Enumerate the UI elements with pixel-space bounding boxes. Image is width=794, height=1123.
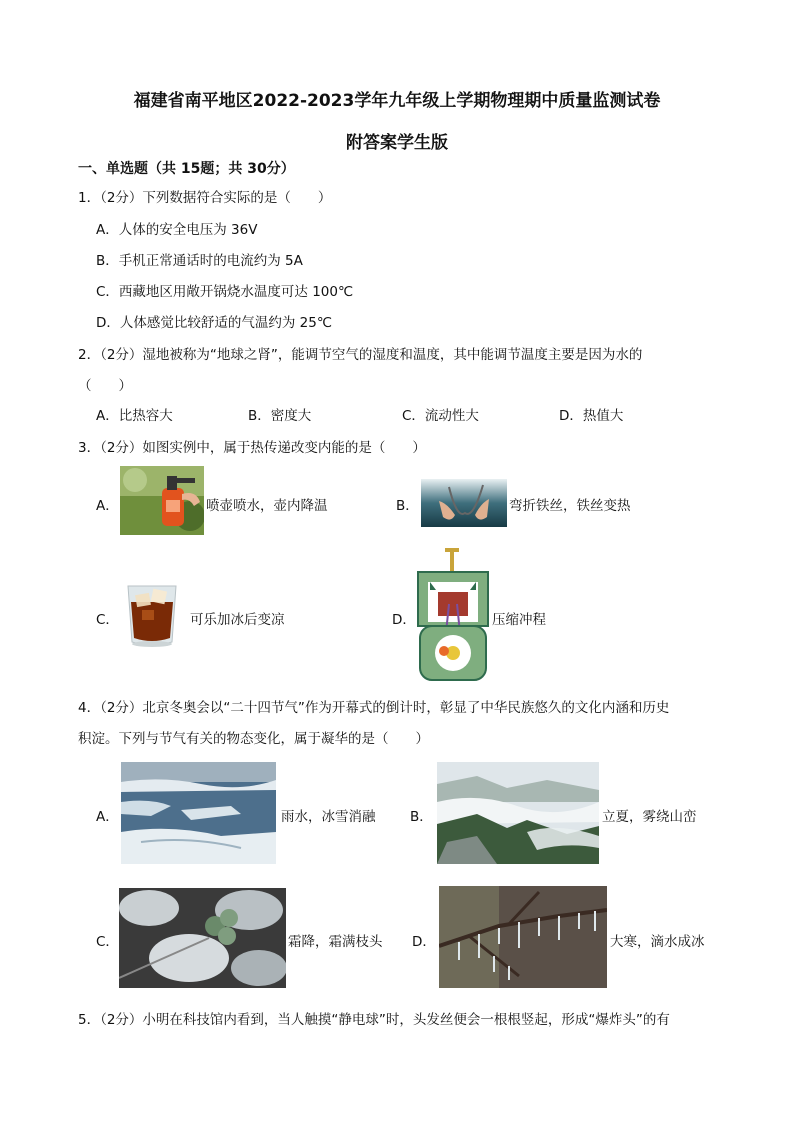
question-4-option-a-label: A． [96, 809, 119, 825]
question-3-option-c-label: C． [96, 612, 119, 628]
question-4-option-c-caption: 霜降，霜满枝头 [288, 934, 383, 950]
question-1-option-d: D．人体感觉比较舒适的气温约为 25℃ [96, 315, 333, 331]
question-4-stem-cont: 积淀。下列与节气有关的物态变化，属于凝华的是（ ） [78, 731, 429, 747]
question-3-option-a-label: A． [96, 498, 119, 514]
question-4-option-d-label: D． [412, 934, 436, 950]
question-3-option-a-caption: 喷壶喷水，壶内降温 [206, 498, 328, 514]
question-3-option-c-caption: 可乐加冰后变凉 [190, 612, 285, 628]
icicle-branches-image [439, 886, 607, 988]
page-title: 福建省南平地区2022-2023学年九年级上学期物理期中质量监测试卷 [133, 91, 661, 111]
question-5-stem: 5．（2分）小明在科技馆内看到，当人触摸“静电球”时，头发丝便会一根根竖起，形成“爆炸头”的有 [78, 1012, 670, 1028]
question-3-option-d-caption: 压缩冲程 [492, 612, 546, 628]
question-4-option-b-caption: 立夏，雾绕山峦 [602, 809, 697, 825]
question-4-stem: 4．（2分）北京冬奥会以“二十四节气”作为开幕式的倒计时，彰显了中华民族悠久的文化内涵和历史 [78, 700, 670, 716]
question-4-option-a-caption: 雨水，冰雪消融 [281, 809, 376, 825]
question-3-option-d-label: D． [392, 612, 416, 628]
question-3-option-b-label: B． [396, 498, 419, 514]
question-1-option-c: C．西藏地区用敞开锅烧水温度可达 100℃ [96, 284, 354, 300]
question-2-stem: 2．（2分）湿地被称为“地球之肾”，能调节空气的湿度和温度，其中能调节温度主要是因为水的 [78, 347, 643, 363]
question-1-stem: 1．（2分）下列数据符合实际的是（ ） [78, 190, 332, 206]
engine-compression-stroke-image [416, 548, 490, 682]
question-3-option-b-caption: 弯折铁丝，铁丝变热 [509, 498, 631, 514]
question-2-option-a: A．比热容大 [96, 408, 173, 424]
melting-ice-image [121, 762, 276, 864]
question-4-option-b-label: B． [410, 809, 433, 825]
question-4-option-c-label: C． [96, 934, 119, 950]
question-2-option-b: B．密度大 [248, 408, 312, 424]
question-2-option-c: C．流动性大 [402, 408, 479, 424]
bending-wire-image [421, 479, 507, 527]
question-2-stem-cont: （ ） [78, 378, 132, 394]
question-3-stem: 3．（2分）如图实例中，属于热传递改变内能的是（ ） [78, 440, 426, 456]
question-2-option-d: D．热值大 [559, 408, 624, 424]
question-1-option-b: B．手机正常通话时的电流约为 5A [96, 253, 303, 269]
spray-bottle-image [120, 466, 204, 535]
page-subtitle: 附答案学生版 [346, 133, 448, 153]
frost-leaves-image [119, 888, 286, 988]
section-heading: 一、单选题（共 15题；共 30分） [78, 161, 295, 177]
question-4-option-d-caption: 大寒，滴水成冰 [610, 934, 705, 950]
question-1-option-a: A．人体的安全电压为 36V [96, 222, 258, 238]
fog-mountains-image [437, 762, 599, 864]
cola-with-ice-image [124, 578, 180, 650]
